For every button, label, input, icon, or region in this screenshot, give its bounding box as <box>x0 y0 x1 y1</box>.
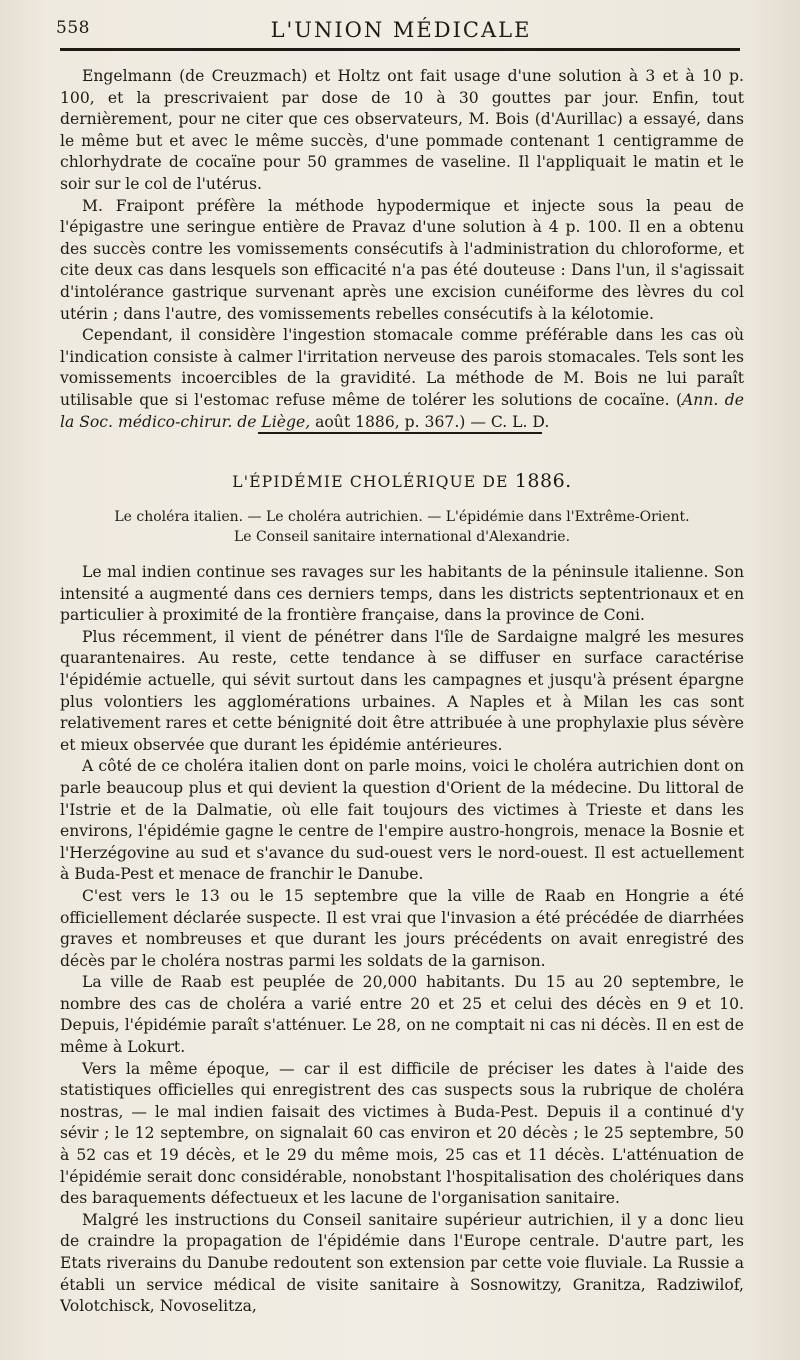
page-header <box>56 18 746 42</box>
header-rule <box>60 48 740 51</box>
paragraph: Le mal indien continue ses ravages sur les habitants de la péninsule italienne. Son intensité a augmenté dans ces derniers temps, dans les districts septentrionaux et en particulier à proximité de la frontière française, dans la province de Coni. <box>60 563 744 625</box>
citation-tail: août 1886, p. 367.) — C. L. D. <box>310 412 550 431</box>
article-title-text: L'ÉPIDÉMIE CHOLÉRIQUE DE <box>232 473 509 491</box>
subtitle-line: Le Conseil sanitaire international d'Alexandrie. <box>233 528 571 545</box>
paragraph: Vers la même époque, — car il est difficile de préciser les dates à l'aide des statistiques officielles qui enregistrent des cas suspects sous la rubrique de choléra nostras, — le mal indien faisait des victimes à Buda-Pest. Depuis il a continué d'y sévir ; le 12 septembre, on signalait 60 cas environ et 20 décès ; le 25 septembre, 50 à 52 cas et 19 décès, et le 29 du même mois, 25 cas et 11 décès. L'atténuation de l'épidémie serait donc considérable, nonobstant l'hospitalisation des cholériques dans des baraquements défectueux et les lacune de l'organisation sanitaire. <box>60 1059 744 1208</box>
page-number: 558 <box>56 18 90 38</box>
paragraph: Malgré les instructions du Conseil sanitaire supérieur autrichien, il y a donc lieu de craindre la propagation de l'épidémie dans l'Europe centrale. D'autre part, les Etats riverains du Danube redoutent son extension par cette voie fluviale. La Russie a établi un service médical de visite sanitaire à Sosnowitzy, Granitza, Radziwilof, Volotchisck, Novoselitza, <box>60 1210 744 1316</box>
paragraph: M. Fraipont préfère la méthode hypodermique et injecte sous la peau de l'épigastre une seringue entière de Pravaz d'une solution à 4 p. 100. Il en a obtenu des succès contre les vomissements consécutifs à l'administration du chloroforme, et cite deux cas dans lesquels son efficacité n'a pas été douteuse : Dans l'un, il s'agissait d'intolérance gastrique survenant après une excision cunéiforme des lèvres du col utérin ; dans l'autre, des vomissements rebelles consécutifs à la kélotomie. <box>60 196 744 323</box>
running-head: L'UNION MÉDICALE <box>270 18 532 42</box>
article-title <box>60 470 744 492</box>
article-title-year: 1886. <box>514 470 572 492</box>
article-subtitle <box>60 508 744 547</box>
paragraph: Plus récemment, il vient de pénétrer dans l'île de Sardaigne malgré les mesures quarantenaires. Au reste, cette tendance à se diffuser en surface caractérise l'épidémie actuelle, qui sévit surtout dans les campagnes et jusqu'à présent épargne plus volontiers les agglomérations urbaines. A Naples et à Milan les cas sont relativement rares et cette bénignité doit être attribuée à une prophylaxie plus sévère et mieux observée que durant les épidémie antérieures. <box>60 627 744 754</box>
closing-paragraph <box>60 325 744 433</box>
citation: Ann. de la Soc. médico-chirur. de Liège, <box>60 390 744 431</box>
paragraph: Engelmann (de Creuzmach) et Holtz ont fait usage d'une solution à 3 et à 10 p. 100, et la prescrivaient par dose de 10 à 30 gouttes par jour. Enfin, tout dernièrement, pour ne citer que ces observateurs, M. Bois (d'Aurillac) a essayé, dans le même but et avec le même succès, d'une pommade contenant 1 centigramme de chlorhydrate de cocaïne pour 50 grammes de vaseline. Il l'appliquait le matin et le soir sur le col de l'utérus. <box>60 67 744 193</box>
subtitle-line: Le choléra italien. — Le choléra autrichien. — L'épidémie dans l'Extrême-Orient. <box>114 509 690 525</box>
paragraph-text: Cependant, il considère l'ingestion stomacale comme préférable dans les cas où l'indication consiste à calmer l'irritation nerveuse des parois stomacales. Tels sont les vomissements incoercibles de la gravidité. La méthode de M. Bois ne lui paraît utilisable que si l'estomac refuse même de tolérer les solutions de cocaïne. ( <box>60 326 744 409</box>
intro-section <box>60 66 744 433</box>
article-body <box>60 562 744 1318</box>
section-separator <box>258 432 542 434</box>
paragraph: La ville de Raab est peuplée de 20,000 habitants. Du 15 au 20 septembre, le nombre des cas de choléra a varié entre 20 et 25 et celui des décès en 9 et 10. Depuis, l'épidémie paraît s'atténuer. Le 28, on ne comptait ni cas ni décès. Il en est de même à Lokurt. <box>60 973 744 1057</box>
paragraph: C'est vers le 13 ou le 15 septembre que la ville de Raab en Hongrie a été officiellement déclarée suspecte. Il est vrai que l'invasion a été précédée de diarrhées graves et nombreuses et que durant les jours précédents on avait enregistré des décès par le choléra nostras parmi les soldats de la garnison. <box>60 886 744 970</box>
paragraph: A côté de ce choléra italien dont on parle moins, voici le choléra autrichien dont on parle beaucoup plus et qui devient la question d'Orient de la médecine. Du littoral de l'Istrie et de la Dalmatie, où elle fait toujours des victimes à Trieste et dans les environs, l'épidémie gagne le centre de l'empire austro-hongrois, menace la Bosnie et l'Herzégovine au sud et s'avance du sud-ouest vers le nord-ouest. Il est actuellement à Buda-Pest et menace de franchir le Danube. <box>60 757 744 884</box>
